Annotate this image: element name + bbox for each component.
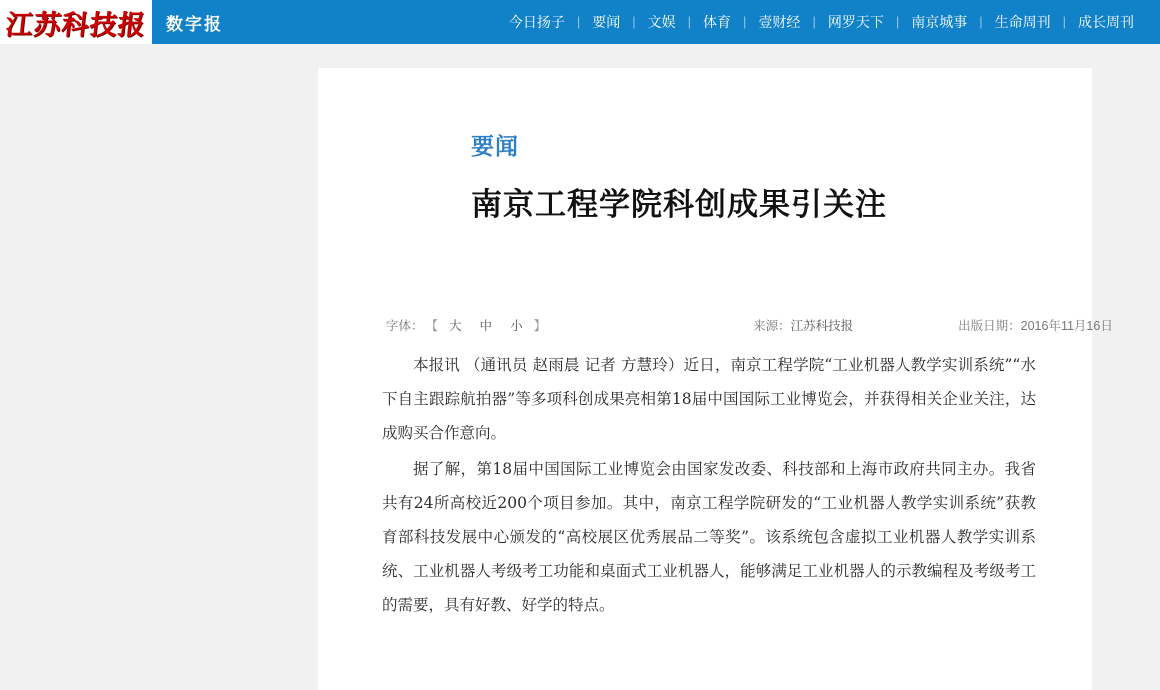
nav-separator: | — [895, 14, 900, 29]
nav-item-today[interactable]: 今日扬子 — [508, 14, 565, 30]
nav-separator: | — [576, 14, 581, 29]
source-label: 来源： — [753, 319, 791, 333]
top-navigation-bar — [0, 0, 1160, 44]
page-title: 南京工程学院科创成果引关注 — [471, 187, 887, 223]
nav-item-nanjing[interactable]: 南京城事 — [911, 14, 968, 30]
source-value: 江苏科技报 — [790, 319, 854, 333]
nav-item-entertainment[interactable]: 文娱 — [647, 14, 676, 30]
font-size-large-button[interactable]: 大 — [449, 319, 462, 333]
nav-separator: | — [632, 14, 636, 29]
site-logo-subtitle: 数字报 — [166, 14, 223, 35]
article-sheet — [318, 68, 1113, 690]
site-logo-text: 江苏科技报 — [4, 9, 148, 41]
font-size-control — [386, 316, 548, 334]
article-kicker: 要闻 — [471, 133, 519, 160]
publish-date-label: 出版日期： — [958, 319, 1021, 333]
nav-item-life-weekly[interactable]: 生命周刊 — [994, 14, 1051, 30]
nav-separator: | — [743, 14, 747, 29]
nav-item-headlines[interactable]: 要闻 — [592, 14, 621, 30]
right-gutter — [1092, 44, 1160, 690]
font-size-small-button[interactable]: 小 — [510, 319, 523, 333]
nav-separator: | — [812, 14, 816, 29]
nav-separator: | — [687, 14, 692, 29]
article-source — [753, 316, 853, 334]
nav-item-finance[interactable]: 壹财经 — [758, 14, 801, 30]
publish-date-value: 2016年11月16日 — [1020, 319, 1113, 333]
bracket-right: 】 — [533, 319, 547, 333]
font-size-label: 字体： — [386, 319, 424, 333]
nav-item-world[interactable]: 网罗天下 — [827, 14, 884, 30]
article-paragraph: 本报讯 （通讯员 赵雨晨 记者 方慧玲）近日，南京工程学院“工业机器人教学实训系统”“水下自主跟踪航拍器”等多项科创成果亮相第18届中国国际工业博览会，并获得相关企业关注，达成购买合作意向。 — [382, 356, 1036, 442]
main-nav — [300, 0, 1160, 44]
nav-separator: | — [1062, 14, 1066, 29]
brand-area — [0, 0, 300, 44]
bracket-left: 【 — [425, 319, 439, 333]
site-logo[interactable] — [0, 0, 152, 44]
page-background — [0, 44, 1160, 690]
nav-separator: | — [979, 14, 983, 29]
nav-item-growth-weekly[interactable]: 成长周刊 — [1078, 14, 1134, 30]
nav-item-sports[interactable]: 体育 — [703, 14, 732, 30]
article-meta-row — [346, 316, 1113, 334]
article-body — [346, 348, 1064, 622]
font-size-medium-button[interactable]: 中 — [479, 319, 493, 333]
article-paragraph: 据了解，第18届中国国际工业博览会由国家发改委、科技部和上海市政府共同主办。我省共有24所高校近200个项目参加。其中，南京工程学院研发的“工业机器人教学实训系统”获教育部科技发展中心颁发的“高校展区优秀展品二等奖”。该系统包含虚拟工业机器人教学实训系统、工业机器人考级考工功能和桌面式工业机器人，能够满足工业机器人的示教编程及考级考工的需要，具有好教、好学的特点。 — [382, 460, 1036, 614]
article-publish-date — [958, 316, 1113, 334]
